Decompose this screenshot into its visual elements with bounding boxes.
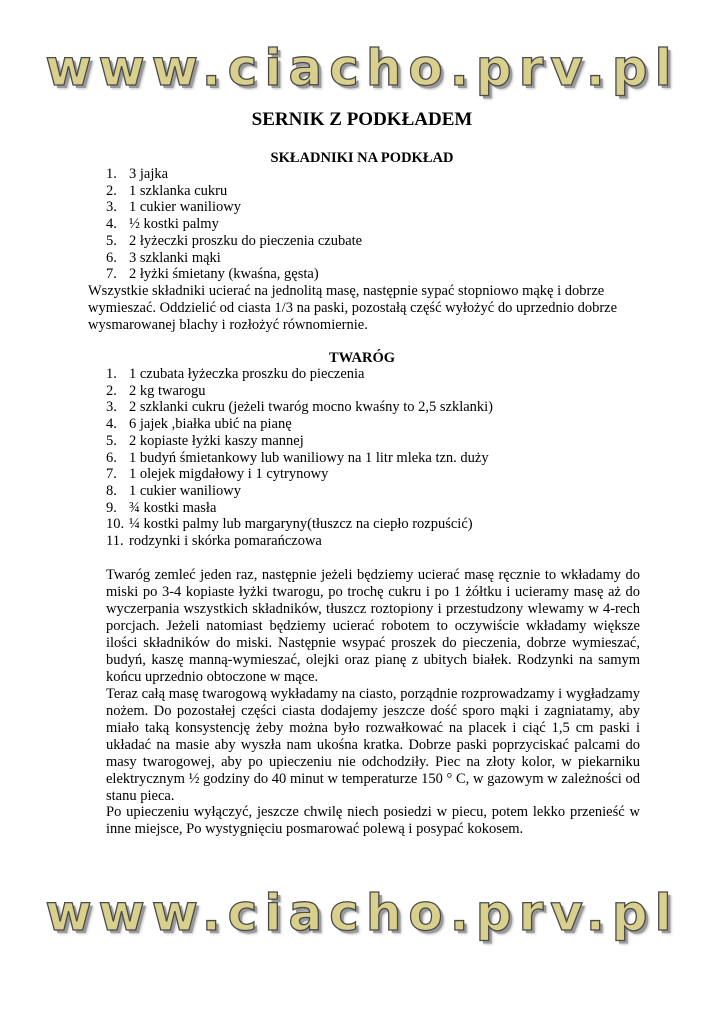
cheese-paragraph-1: Twaróg zemleć jeden raz, następnie jeżeli będziemy ucierać masę ręcznie to wkładamy do miski po 3-4 kopiaste łyżki twarogu, po trochę cukru i po 1 żółtku i ucieramy masę aż do wyczerpania wszystkich składników, tłuszcz roztopiony i przestudzony wlewamy w 4-rech porcjach. Jeżeli natomiast będziemy ucierać robotem to oczywiście wkładamy większe ilości składników do miski. Następnie wsypać proszek do pieczenia, dobrze wymieszać, budyń, kaszę manną-wymieszać, olejki oraz pianę z ubitych białek. Rodzynki na samym końcu uprzednio obtoczone w mące. [106, 567, 640, 685]
list-item: 1. 1 czubata łyżeczka proszku do pieczenia [106, 366, 365, 382]
list-item: 4. 6 jajek ,białka ubić na pianę [106, 416, 292, 433]
list-item: 8. 1 cukier waniliowy [106, 482, 241, 499]
list-item: 2. 1 szklanka cukru [106, 182, 228, 199]
list-item: 6. 1 budyń śmietankowy lub waniliowy na 1 litr mleka tzn. duży [106, 449, 489, 466]
base-ingredients-heading: SKŁADNIKI NA PODKŁAD [270, 150, 454, 166]
base-ingredients-list [106, 166, 686, 283]
site-banner-top: www.ciacho.prv.pl [45, 39, 679, 97]
cheese-paragraph-2: Teraz całą masę twarogową wykładamy na ciasto, porządnie rozprowadzamy i wygładzamy nożem. Do pozostałej części ciasta dodajemy jeszcze dość sporo mąki i zagniatamy, aby miało taką konsystencję żeby można było rozwałkować na placek i ciąć 1,5 cm paski i układać na masie aby wyszła nam ukośna kratka. Dobrze paski poprzyciskać palcami do masy twarogowej, aby po upieczeniu nie odchodziły. Piec na złoty kolor, w piekarniku elektrycznym ½ godziny do 40 minut w temperaturze 150 ° C, w gazowym w zależności od stanu pieca. [106, 686, 640, 804]
cheese-ingredients-heading: TWARÓG [328, 350, 396, 366]
list-item: 2. 2 kg twarogu [106, 382, 206, 399]
list-item: 4. ½ kostki palmy [106, 216, 219, 233]
list-item: 7. 2 łyżki śmietany (kwaśna, gęsta) [106, 266, 319, 283]
cheese-paragraph-3: Po upieczeniu wyłączyć, jeszcze chwilę niech posiedzi w piecu, potem lekko przenieść w inne miejsce, Po wystygnięciu posmarować polewą i posypać kokosem. [106, 804, 640, 837]
list-item: 5. 2 łyżeczki proszku do pieczenia czubate [106, 232, 363, 249]
list-item: 7. 1 olejek migdałowy i 1 cytrynowy [106, 466, 329, 483]
list-item: 6. 3 szklanki mąki [106, 249, 221, 266]
page-title: SERNIK Z PODKŁADEM [251, 109, 473, 130]
base-instructions: Wszystkie składniki ucierać na jednolitą masę, następnie sypać stopniowo mąkę i dobrze wymieszać. Oddzielić od ciasta 1/3 na paski, pozostałą część wyłożyć do uprzednio dobrze wysmarowanej blachy i rozłożyć równomiernie. [88, 283, 618, 333]
list-item: 3. 2 szklanki cukru (jeżeli twaróg mocno kwaśny to 2,5 szklanki) [106, 399, 494, 416]
list-item: 5. 2 kopiaste łyżki kaszy mannej [106, 432, 304, 449]
list-item: 9. ¾ kostki masła [106, 499, 217, 516]
list-item: 10. ¼ kostki palmy lub margaryny(tłuszcz na ciepło rozpuścić) [106, 516, 473, 533]
list-item: 11. rodzynki i skórka pomarańczowa [106, 533, 322, 550]
cheese-ingredients-list [106, 366, 686, 550]
site-banner-bottom: www.ciacho.prv.pl [45, 884, 679, 942]
list-item: 1. 3 jajka [106, 166, 169, 182]
list-item: 3. 1 cukier waniliowy [106, 199, 241, 216]
